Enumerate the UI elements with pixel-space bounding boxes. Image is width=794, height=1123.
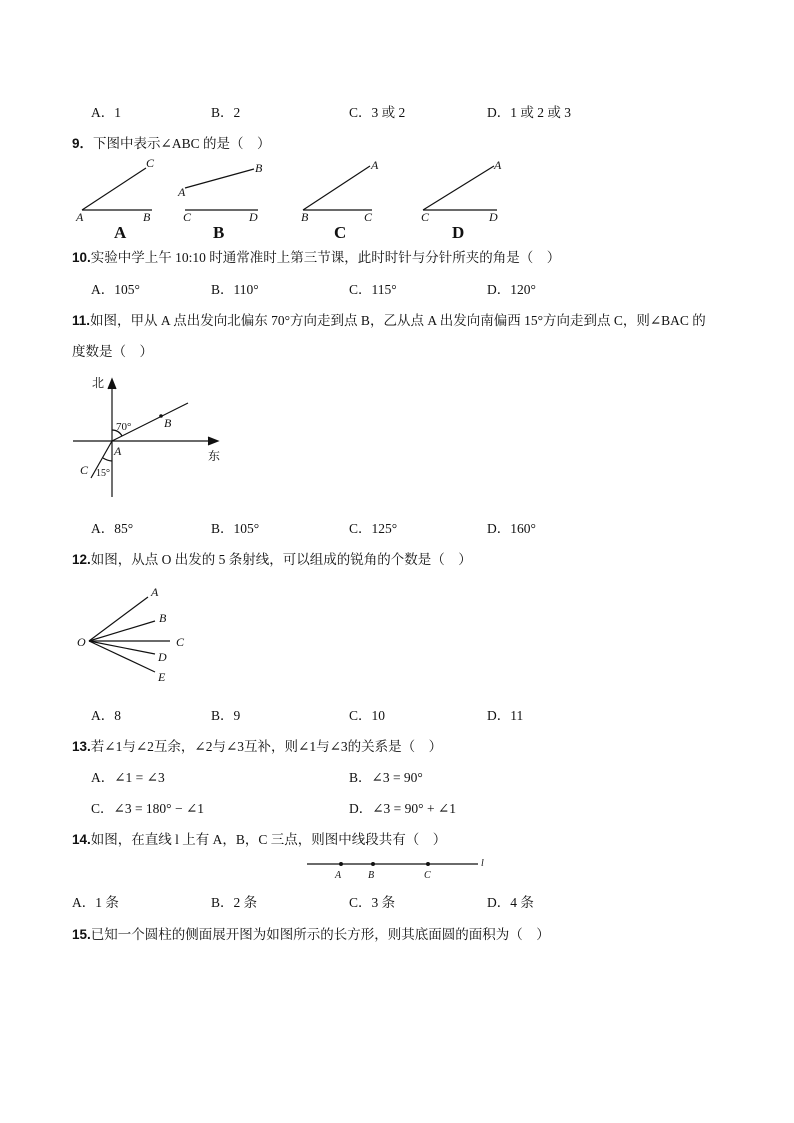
q13-option-d: D．∠3 = 90° + ∠1 — [349, 801, 456, 816]
q12-option-c: C．10 — [349, 708, 386, 723]
q8-option-c: C．3 或 2 — [349, 105, 406, 120]
q9d-label-c: C — [421, 210, 430, 224]
q9c-label-c: C — [364, 210, 373, 224]
q12-label-o: O — [77, 635, 86, 649]
q14-option-a: A．1 条 — [72, 895, 119, 910]
q8-option-a: A．1 — [91, 105, 121, 120]
q13-option-c: C．∠3 = 180° − ∠1 — [91, 801, 205, 816]
q14-label-c: C — [424, 870, 431, 881]
q9b-label-a: A — [178, 185, 186, 199]
q9d-label-a: A — [494, 158, 502, 172]
q11-north-label: 北 — [92, 376, 105, 390]
q11-label-c: C — [80, 463, 89, 477]
q8-option-d: D．1 或 2 或 3 — [487, 105, 571, 120]
q11-option-c: C．125° — [349, 521, 398, 536]
q14-option-c: C．3 条 — [349, 895, 396, 910]
q13-option-b: B．∠3 = 90° — [349, 770, 423, 785]
q9a-label-a: A — [76, 210, 84, 224]
q11-stem-line2: 度数是（ ） — [72, 344, 153, 359]
q9-caption-a: A — [114, 223, 127, 242]
q12-label-c: C — [176, 635, 185, 649]
q10-option-c: C．115° — [349, 282, 397, 297]
q11-option-a: A．85° — [91, 521, 134, 536]
q9b-label-d: D — [249, 210, 258, 224]
q13-text: 若∠1与∠2互余，∠2与∠3互补，则∠1与∠3的关系是（ ） — [90, 739, 443, 754]
q11-option-d: D．160° — [487, 521, 536, 536]
q12-label-b: B — [159, 611, 167, 625]
q9b-label-c: C — [183, 210, 192, 224]
q11-angle15: 15° — [96, 468, 110, 479]
q9c-label-a: A — [371, 158, 379, 172]
q12-number: 12. — [72, 552, 91, 567]
q14-option-d: D．4 条 — [487, 895, 534, 910]
q15-number: 15. — [72, 927, 91, 942]
q15-text: 已知一个圆柱的侧面展开图为如图所示的长方形，则其底面圆的面积为（ ） — [90, 927, 550, 942]
q10-option-b: B．110° — [211, 282, 259, 297]
q9-caption-d: D — [452, 223, 465, 242]
q10-text: 实验中学上午 10:10 时通常准时上第三节课，此时时针与分针所夹的角是（ ） — [90, 250, 561, 265]
q14-label-l: l — [481, 858, 484, 869]
q9a-label-c: C — [146, 156, 155, 170]
q12-label-e: E — [158, 670, 166, 684]
q9d-label-d: D — [489, 210, 498, 224]
q14-number: 14. — [72, 832, 91, 847]
q8-option-b: B．2 — [211, 105, 241, 120]
q12-option-a: A．8 — [91, 708, 121, 723]
q12-option-b: B．9 — [211, 708, 241, 723]
q12-text: 如图，从点 O 出发的 5 条射线，可以组成的锐角的个数是（ ） — [90, 552, 472, 567]
q14-label-a: A — [335, 870, 342, 881]
q13-number: 13. — [72, 739, 91, 754]
q11-angle70: 70° — [116, 421, 132, 433]
q14-text: 如图，在直线 l 上有 A，B，C 三点，则图中线段共有（ ） — [90, 832, 447, 847]
q9c-label-b: B — [301, 210, 309, 224]
q9-text: 下图中表示∠ABC 的是（ ） — [93, 136, 271, 151]
q11-number: 11. — [72, 313, 91, 328]
q10-option-d: D．120° — [487, 282, 536, 297]
q9-number: 9． — [72, 136, 94, 151]
q11-option-b: B．105° — [211, 521, 260, 536]
q11-text-line1: 如图，甲从 A 点出发向北偏东 70°方向走到点 B，乙从点 A 出发向南偏西 15°方向走到点 C，则∠BAC 的 — [90, 313, 706, 328]
q13-option-a: A．∠1 = ∠3 — [91, 770, 165, 785]
q9-caption-b: B — [213, 223, 225, 242]
q9-caption-c: C — [334, 223, 347, 242]
q14-option-b: B．2 条 — [211, 895, 258, 910]
q9b-label-b: B — [255, 161, 263, 175]
q12-label-d: D — [158, 650, 167, 664]
q12-label-a: A — [151, 585, 159, 599]
q10-option-a: A．105° — [91, 282, 140, 297]
q11-label-a: A — [114, 444, 122, 458]
q10-number: 10. — [72, 250, 91, 265]
q11-east-label: 东 — [208, 449, 221, 463]
q12-option-d: D．11 — [487, 708, 524, 723]
q15-stem — [72, 928, 550, 942]
q14-label-b: B — [368, 870, 375, 881]
q11-label-b: B — [164, 416, 172, 430]
q9a-label-b: B — [143, 210, 151, 224]
